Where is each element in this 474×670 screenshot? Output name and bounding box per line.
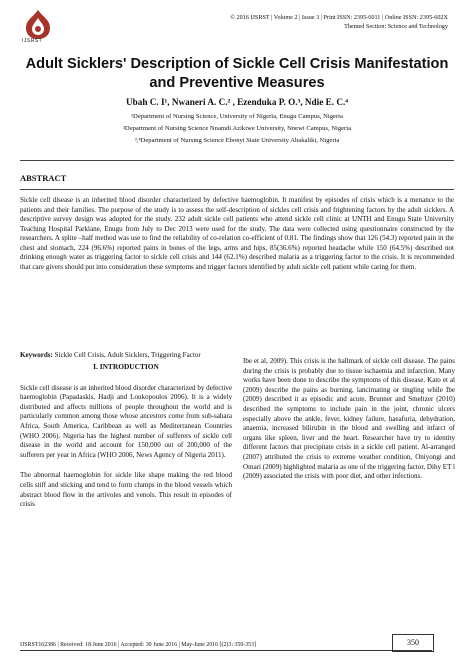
journal-header-info — [230, 13, 448, 31]
paragraph: Ibe et al, 2009). This crisis is the hallmark of sickle cell disease. The pains during the crisis is probably due to tissue ischaemia and infarction. Many works have been done to describe the symptoms of this disease. Kato et al (2009) describe the pains as burning, lancimating or tingling while Ibe (2009) described it as episodic and acute. Brunner and Smeltzer (2010) described the symptoms to include pain in the joint, chronic ulcers especially above the ankle, fever, kidney failure, haeafuria, dehydration, anaemia, increased bilirubin in the blood and swelling and infarct of organs like spleen, liver and the heart. Researcher have try to identity different factors that precipitate crisis in a sickle cell patient. Al-arranged (2007) attributed the crisis to extreme weather condition, Oniyongi and Omari (2009) highlighted malaria as one of the triggering factor, Dihy ET l (2009) associated the crisis with poor diet, and other infections. — [243, 357, 455, 481]
themed-section-line: Themed Section: Science and Technology — [344, 23, 448, 30]
keywords-value: Sickle Cell Crisis, Adult Sicklers, Triggering Factor — [54, 351, 201, 359]
abstract-heading: ABSTRACT — [20, 173, 67, 183]
paper-title: Adult Sicklers' Description of Sickle Cell Crisis Manifestation and Preventive Measures — [25, 56, 449, 91]
footer-rule — [20, 650, 432, 651]
paper-authors: Ubah C. I¹, Nwaneri A. C.² , Ezenduka P. O.³, Ndie E. C.⁴ — [125, 97, 349, 107]
section-heading: I. INTRODUCTION — [93, 362, 159, 371]
paragraph: Sickle cell disease is an inherited blood disorder characterized by defective haemoglobin (Papadaskis, Hadji and Loukopoulos 2006). It is a widely distributed and affects millions of people throughout the world and is particularly common among those whose ancestors come from sub-sahara Africa, South America, Caribbean as well as Mediterranean Countries (WHO 2006). Nigeria has the highest number of sufferers of sickle cell disease in the world and account for 150,000 out of 200,000 of the sufferers per year in Africa (WHO 2006, News Agency of Nigeria 2011). — [20, 383, 232, 459]
paragraph: The abnormal haemoglobin for sickle like shape making the red blood cells stiff and sticking and tend to form clumps in the blood vessels which abstract blood flow in the artivoles and venols. This result in episodes of crisis — [20, 471, 232, 509]
page-number: 350 — [392, 634, 434, 652]
right-column — [243, 357, 455, 493]
logo-text: IJSRST — [22, 38, 43, 44]
affiliation-3: ³,⁴Department of Nursing Science Ebonyi State University Abakaliki, Nigeria — [134, 137, 340, 144]
journal-issue-line: © 2016 IJSRST | Volume 2 | Issue 3 | Print ISSN: 2395-6011 | Online ISSN: 2395-602X — [230, 14, 448, 21]
abstract-text: Sickle cell disease is an inherited blood disorder characterized by defective haemoglobin. It manifest by episodes of crisis which is a menance to the patients and their families. The purpose of the study is to assess the self-description of sickles cell crisis and frightening factors by the adult sicklers. A descriptive survey design was adopted for the study. 232 adult sickle cell patients who attend sickle cell clinic at UNTH and Enugu State University Teaching Hospital Parklane, Enugu from July to Dec 2013 were used for the study. The data were collected using questionnaire constructed by the researchers. A splite –half method was use to find the reliability of co-relation co-efficient of 0.81. The findings show that 126 (54.3) reported pain in the chest and stomach, 224 (96.6%) reported pains in bones of the legs, arms and hips, 85(36.6%) reported headache while 150 (64.5%) described not drinking enough water as triggering factor to sickle cell crisis and 144 (62.1%) described malaria as a triggering factor to the crisis. It is recommended that care givers should put into consideration these symptoms and trigger factors identified by adult sickle cell patient while caring for them. — [20, 196, 454, 271]
affiliation-1: ¹Department of Nursing Science, University of Nigeria, Enugu Campus, Nigeria — [131, 113, 343, 120]
footer-info: IJSRST162386 | Received: 18 June 2016 | Accepted: 30 June 2016 | May-June 2016 [(2)3: 350-353] — [20, 642, 257, 648]
divider — [20, 160, 454, 161]
left-column — [20, 357, 232, 521]
keywords-label: Keywords: — [20, 351, 53, 359]
divider — [20, 189, 454, 190]
affiliation-2: ²Department of Nursing Science Nnamdi Azikiwe University, Nnewi Campus, Nigeria — [122, 125, 352, 132]
